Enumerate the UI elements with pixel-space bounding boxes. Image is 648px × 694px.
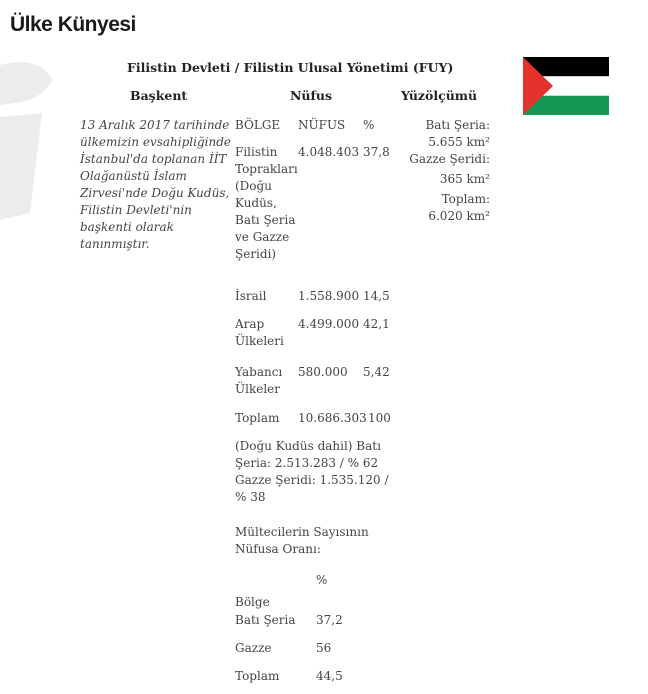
refugee-row-region: Gazze xyxy=(235,641,272,655)
row-region-line: İsrail xyxy=(235,289,267,303)
note-line: (Doğu Kudüs dahil) Batı xyxy=(235,439,381,453)
row-population: 4.499.000 xyxy=(298,317,360,331)
header-population: Nüfus xyxy=(290,88,333,103)
header-capital: Başkent xyxy=(130,88,188,103)
row-percent: 37,8 xyxy=(363,145,390,159)
page-heading: Ülke Künyesi xyxy=(10,13,136,36)
area-line: Gazze Şeridi: xyxy=(409,152,490,166)
refugee-row-region: Toplam xyxy=(235,669,280,683)
refugee-row-percent: 56 xyxy=(316,641,332,655)
pop-header-region: BÖLGE xyxy=(235,118,281,132)
area-line: 5.655 km² xyxy=(428,135,490,149)
row-population: 4.048.403 xyxy=(298,145,360,159)
watermark-logo xyxy=(0,55,70,225)
refugee-row-percent: 37,2 xyxy=(316,613,343,627)
refugee-row-region: Batı Şeria xyxy=(235,613,296,627)
table-title: Filistin Devleti / Filistin Ulusal Yönetimi (FUY) xyxy=(127,60,454,75)
note-line: Gazze Şeridi: 1.535.120 / xyxy=(235,473,389,487)
capital-line: ülkemizin evsahipliğinde xyxy=(80,135,232,149)
pop-header-percent: % xyxy=(363,118,375,132)
row-region-line: Ülkeler xyxy=(235,382,280,396)
row-region-line: (Doğu xyxy=(235,179,272,193)
row-percent: 5,42 xyxy=(363,365,390,379)
row-region-line: Yabancı xyxy=(235,365,283,379)
row-percent: 100 xyxy=(368,411,391,425)
row-region-line: ve Gazze xyxy=(235,230,290,244)
area-line: 365 km² xyxy=(439,172,490,186)
capital-line: Olağanüstü İslam xyxy=(80,169,187,183)
row-region-line: Batı Şeria xyxy=(235,213,296,227)
area-line: Toplam: xyxy=(441,192,490,206)
row-region-line: Arap xyxy=(235,317,265,331)
header-area: Yüzölçümü xyxy=(401,88,478,103)
row-region-line: Filistin xyxy=(235,145,278,159)
refugee-title-line: Nüfusa Oranı: xyxy=(235,542,321,556)
row-region-line: Toprakları xyxy=(235,162,298,176)
area-line: Batı Şeria: xyxy=(425,118,490,132)
row-population: 580.000 xyxy=(298,365,348,379)
capital-line: başkenti olarak xyxy=(80,220,174,234)
capital-line: Filistin Devleti'nin xyxy=(80,203,192,217)
palestine-flag xyxy=(523,57,609,115)
row-population: 1.558.900 xyxy=(298,289,360,303)
capital-line: tanınmıştır. xyxy=(80,237,150,251)
row-population: 10.686.303 xyxy=(298,411,367,425)
refugee-row-percent: 44,5 xyxy=(316,669,343,683)
refugee-region-header: Bölge xyxy=(235,595,270,609)
refugee-title-line: Mültecilerin Sayısının xyxy=(235,525,369,539)
capital-line: Zirvesi'nde Doğu Kudüs, xyxy=(80,186,230,200)
refugee-percent-header: % xyxy=(316,573,328,587)
note-line: Şeria: 2.513.283 / % 62 xyxy=(235,456,379,470)
row-percent: 42,1 xyxy=(363,317,390,331)
capital-line: İstanbul'da toplanan İİT xyxy=(80,152,227,166)
row-region-line: Ülkeleri xyxy=(235,334,284,348)
capital-line: 13 Aralık 2017 tarihinde xyxy=(80,118,230,132)
row-region-line: Kudüs, xyxy=(235,196,277,210)
note-line: % 38 xyxy=(235,490,266,504)
area-line: 6.020 km² xyxy=(428,209,490,223)
pop-header-population: NÜFUS xyxy=(298,118,346,132)
row-percent: 14,5 xyxy=(363,289,390,303)
row-region-line: Şeridi) xyxy=(235,247,277,261)
row-region-line: Toplam xyxy=(235,411,280,425)
